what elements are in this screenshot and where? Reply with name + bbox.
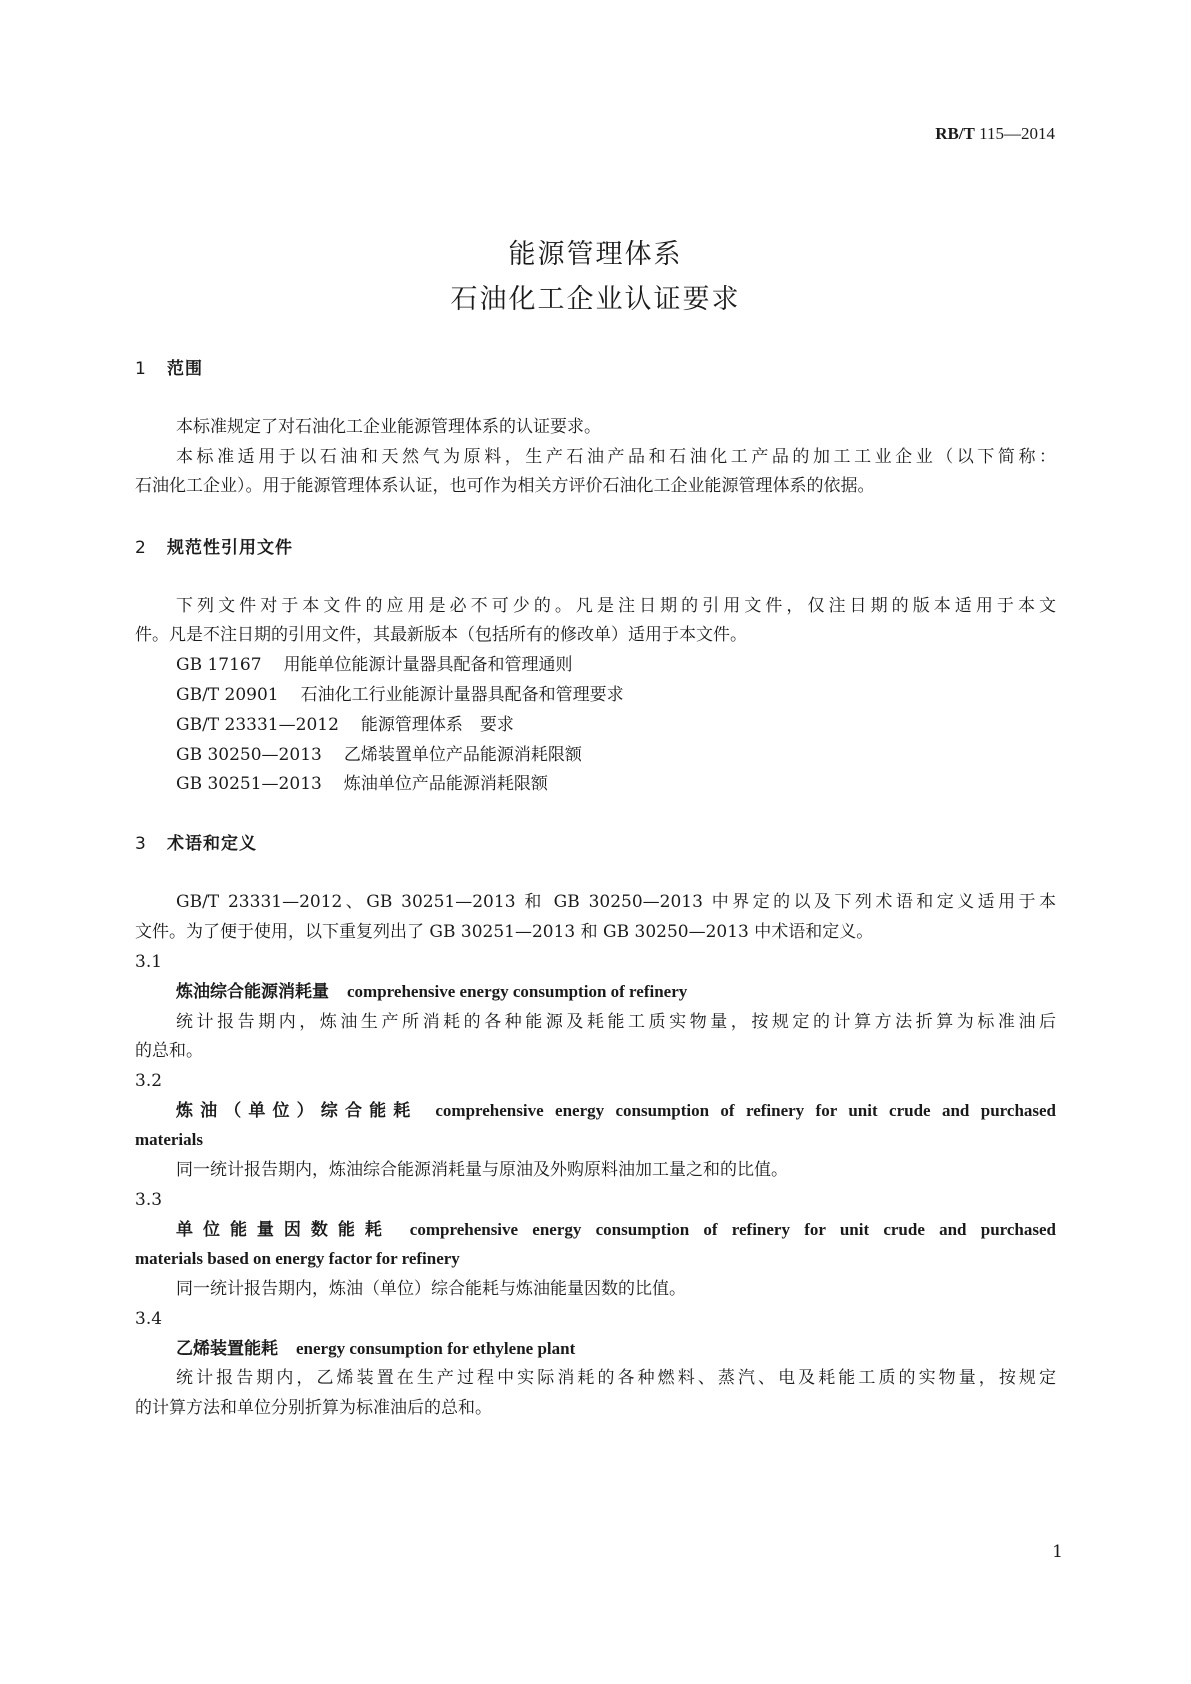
term-definition-line-1: 同一统计报告期内，炼油（单位）综合能耗与炼油能量因数的比值。 (176, 1279, 686, 1299)
terms-intro-line-2: 文件。为了便于使用，以下重复列出了 GB 30251—2013 和 GB 30250—2013 中术语和定义。 (135, 922, 874, 942)
term-definition-line-2: 的总和。 (135, 1041, 203, 1061)
standard-code-prefix: RB/T (935, 124, 975, 143)
normative-intro-line-2: 件。凡是不注日期的引用文件，其最新版本（包括所有的修改单）适用于本文件。 (135, 625, 747, 645)
section-title: 范围 (167, 359, 203, 379)
term-number: 3.3 (135, 1190, 163, 1210)
term-definition-line-2: 的计算方法和单位分别折算为标准油后的总和。 (135, 1398, 492, 1418)
term-definition-line-1: 统计报告期内，乙烯装置在生产过程中实际消耗的各种燃料、蒸汽、电及耗能工质的实物量，按规定 (176, 1368, 1056, 1388)
term-heading (176, 1218, 1056, 1242)
section-title: 术语和定义 (167, 834, 257, 854)
standard-code-number: 115—2014 (979, 124, 1055, 143)
reference-code: GB/T 23331—2012 (176, 715, 339, 735)
section-heading-scope (135, 357, 1056, 381)
term-name-zh: 单位能量因数能耗 (176, 1220, 392, 1240)
scope-paragraph-2-line-2: 石油化工企业）。用于能源管理体系认证，也可作为相关方评价石油化工企业能源管理体系的依据。 (135, 476, 875, 496)
reference-code: GB 30250—2013 (176, 745, 322, 765)
section-number: 3 (135, 834, 146, 854)
section-number: 2 (135, 538, 146, 558)
section-number: 1 (135, 359, 146, 379)
term-name-en: comprehensive energy consumption of refinery for unit crude and purchased (435, 1101, 1057, 1120)
reference-title: 能源管理体系 要求 (360, 715, 514, 735)
reference-title: 炼油单位产品能源消耗限额 (343, 774, 548, 794)
reference-code: GB/T 20901 (176, 685, 279, 705)
scope-paragraph-1: 本标准规定了对石油化工企业能源管理体系的认证要求。 (176, 417, 601, 437)
reference-title: 用能单位能源计量器具配备和管理通则 (283, 655, 573, 675)
term-name-en: comprehensive energy consumption of refinery for unit crude and purchased (409, 1220, 1056, 1239)
term-name-en-continued: materials based on energy factor for refinery (135, 1249, 460, 1268)
title-line-1: 能源管理体系 (508, 239, 683, 270)
term-heading (176, 1099, 1056, 1123)
standard-code (935, 124, 1055, 144)
section-heading-normative (135, 536, 1056, 560)
term-name-en: energy consumption for ethylene plant (296, 1339, 576, 1358)
term-heading (176, 980, 1056, 1004)
reference-code: GB 30251—2013 (176, 774, 322, 794)
reference-title: 乙烯装置单位产品能源消耗限额 (343, 745, 582, 765)
section-heading-terms (135, 832, 1056, 856)
normative-intro-line-1: 下列文件对于本文件的应用是必不可少的。凡是注日期的引用文件，仅注日期的版本适用于本文 (176, 596, 1056, 616)
term-definition-line-1: 同一统计报告期内，炼油综合能源消耗量与原油及外购原料油加工量之和的比值。 (176, 1160, 788, 1180)
reference-item (176, 653, 1056, 677)
page-number: 1 (1052, 1542, 1063, 1562)
term-number: 3.2 (135, 1071, 163, 1091)
scope-paragraph-2-line-1: 本标准适用于以石油和天然气为原料，生产石油产品和石油化工产品的加工工业企业（以下简称： (176, 447, 1056, 467)
term-name-en-continued: materials (135, 1130, 203, 1149)
reference-item (176, 743, 1056, 767)
term-name-zh: 炼油综合能源消耗量 (176, 982, 329, 1002)
term-number: 3.1 (135, 952, 163, 972)
term-name-en: comprehensive energy consumption of refinery (347, 982, 688, 1001)
term-number: 3.4 (135, 1309, 163, 1329)
reference-title: 石油化工行业能源计量器具配备和管理要求 (300, 685, 624, 705)
section-title: 规范性引用文件 (167, 538, 293, 558)
term-heading (176, 1337, 1056, 1361)
terms-intro-line-1: GB/T 23331—2012、GB 30251—2013 和 GB 30250—2013 中界定的以及下列术语和定义适用于本 (176, 892, 1056, 912)
reference-code: GB 17167 (176, 655, 262, 675)
term-name-zh: 乙烯装置能耗 (176, 1339, 278, 1359)
reference-item (176, 772, 1056, 796)
reference-item (176, 713, 1056, 737)
title-line-2: 石油化工企业认证要求 (450, 284, 741, 315)
term-name-zh: 炼油（单位）综合能耗 (176, 1101, 418, 1121)
reference-item (176, 683, 1056, 707)
term-definition-line-1: 统计报告期内，炼油生产所消耗的各种能源及耗能工质实物量，按规定的计算方法折算为标准油后 (176, 1012, 1056, 1032)
